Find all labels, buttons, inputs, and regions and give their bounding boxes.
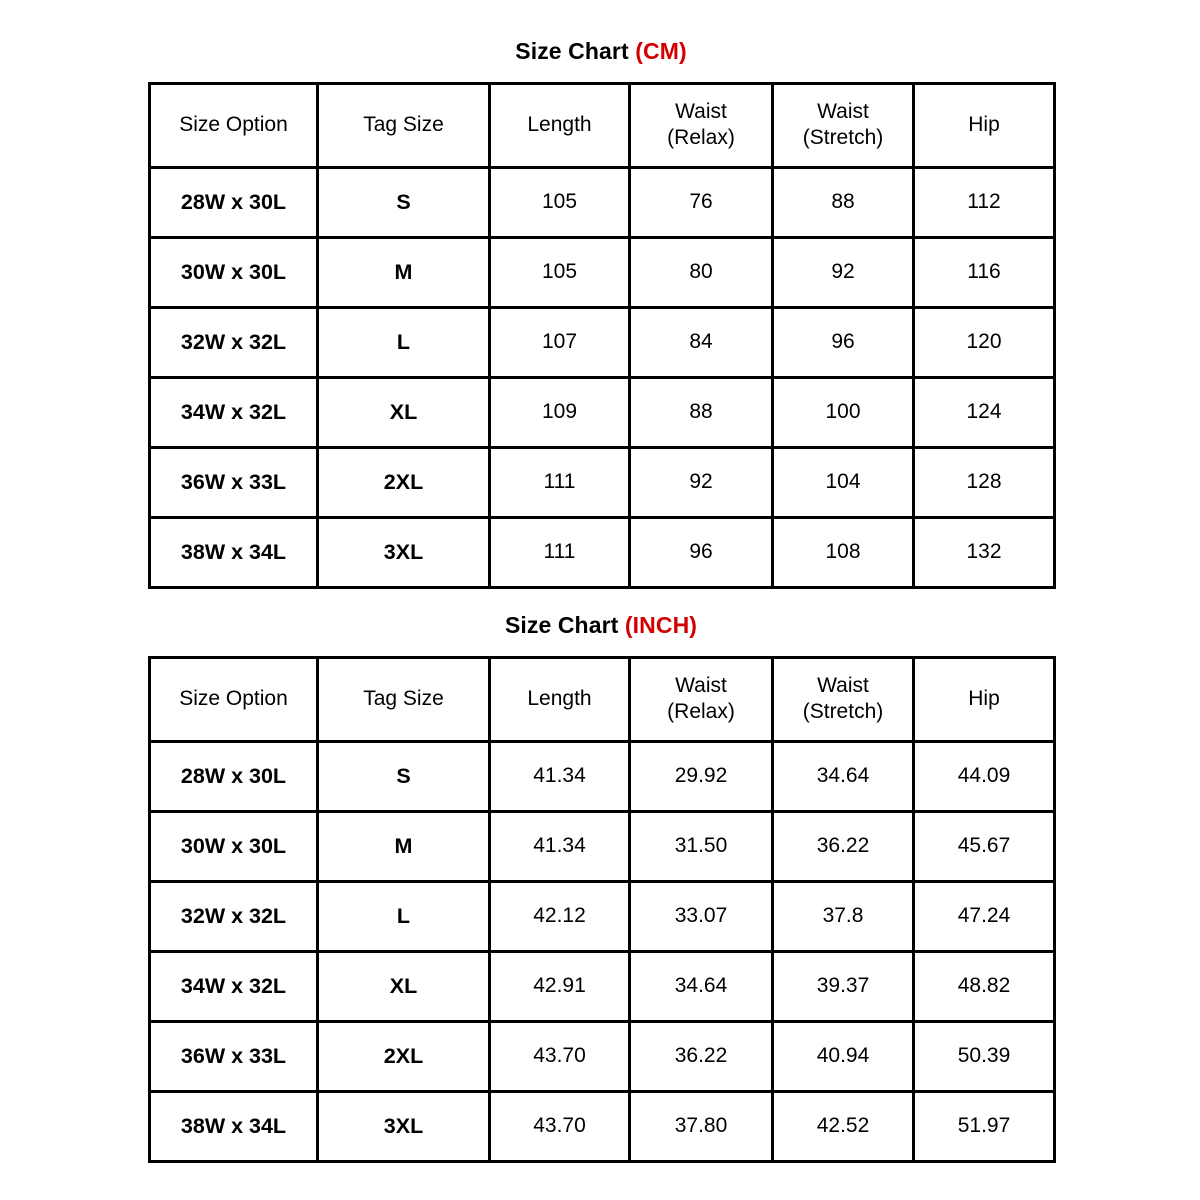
size-chart-inch-table — [148, 656, 1056, 1163]
cell-size-option: 30W x 30L — [150, 237, 318, 307]
cell-length: 43.70 — [490, 1091, 630, 1161]
cell-waist-relax: 36.22 — [630, 1021, 773, 1091]
cell-waist-stretch: 37.8 — [773, 881, 914, 951]
column-header-waist-relax — [630, 657, 773, 741]
cell-waist-stretch: 34.64 — [773, 741, 914, 811]
cell-size-option: 34W x 32L — [150, 377, 318, 447]
cell-tag-size: 3XL — [318, 1091, 490, 1161]
cell-length: 105 — [490, 237, 630, 307]
cell-tag-size: L — [318, 881, 490, 951]
cell-waist-stretch: 92 — [773, 237, 914, 307]
table-row — [150, 1091, 1055, 1161]
size-chart-inch-section — [148, 612, 1054, 1163]
cell-hip: 44.09 — [914, 741, 1055, 811]
cell-tag-size: XL — [318, 377, 490, 447]
size-chart-inch-title-unit: (INCH) — [624, 612, 698, 638]
cell-size-option: 36W x 33L — [150, 447, 318, 517]
cell-waist-stretch: 36.22 — [773, 811, 914, 881]
cell-tag-size: M — [318, 811, 490, 881]
cell-length: 109 — [490, 377, 630, 447]
cell-hip: 50.39 — [914, 1021, 1055, 1091]
cell-waist-relax: 33.07 — [630, 881, 773, 951]
cell-tag-size: 2XL — [318, 1021, 490, 1091]
cell-tag-size: S — [318, 167, 490, 237]
table-row — [150, 517, 1055, 587]
cell-size-option: 38W x 34L — [150, 1091, 318, 1161]
cell-hip: 120 — [914, 307, 1055, 377]
cell-hip: 112 — [914, 167, 1055, 237]
size-chart-inch-title — [148, 612, 1054, 640]
cell-hip: 51.97 — [914, 1091, 1055, 1161]
cell-length: 111 — [490, 517, 630, 587]
size-chart-cm-title-main: Size Chart — [515, 38, 636, 64]
header-line-1: Hip — [968, 687, 1000, 711]
table-row — [150, 447, 1055, 517]
size-chart-cm-title — [148, 38, 1054, 66]
cell-length: 43.70 — [490, 1021, 630, 1091]
cell-waist-stretch: 40.94 — [773, 1021, 914, 1091]
cell-waist-stretch: 108 — [773, 517, 914, 587]
cell-length: 105 — [490, 167, 630, 237]
header-line-2: (Stretch) — [802, 126, 884, 150]
column-header-waist-stretch — [773, 83, 914, 167]
cell-waist-relax: 34.64 — [630, 951, 773, 1021]
table-header — [150, 83, 1055, 167]
cell-waist-relax: 37.80 — [630, 1091, 773, 1161]
cell-size-option: 32W x 32L — [150, 881, 318, 951]
table-row — [150, 377, 1055, 447]
header-line-2: (Stretch) — [802, 700, 884, 724]
cell-size-option: 30W x 30L — [150, 811, 318, 881]
cell-tag-size: 2XL — [318, 447, 490, 517]
table-row — [150, 951, 1055, 1021]
column-header-hip — [914, 83, 1055, 167]
column-header-waist-relax — [630, 83, 773, 167]
column-header-waist-stretch — [773, 657, 914, 741]
cell-hip: 128 — [914, 447, 1055, 517]
header-line-1: Length — [527, 113, 592, 137]
column-header-size-option — [150, 83, 318, 167]
cell-hip: 47.24 — [914, 881, 1055, 951]
cell-size-option: 32W x 32L — [150, 307, 318, 377]
cell-waist-stretch: 100 — [773, 377, 914, 447]
column-header-length — [490, 83, 630, 167]
cell-waist-stretch: 96 — [773, 307, 914, 377]
cell-size-option: 36W x 33L — [150, 1021, 318, 1091]
cell-size-option: 28W x 30L — [150, 741, 318, 811]
cell-hip: 116 — [914, 237, 1055, 307]
cell-size-option: 34W x 32L — [150, 951, 318, 1021]
cell-tag-size: 3XL — [318, 517, 490, 587]
cell-waist-relax: 31.50 — [630, 811, 773, 881]
cell-hip: 124 — [914, 377, 1055, 447]
cell-tag-size: S — [318, 741, 490, 811]
cell-waist-stretch: 42.52 — [773, 1091, 914, 1161]
header-line-1: Tag Size — [363, 687, 444, 711]
cell-waist-relax: 76 — [630, 167, 773, 237]
column-header-tag-size — [318, 657, 490, 741]
table-body — [150, 741, 1055, 1161]
column-header-length — [490, 657, 630, 741]
table-row — [150, 307, 1055, 377]
table-header — [150, 657, 1055, 741]
column-header-size-option — [150, 657, 318, 741]
header-line-1: Waist — [675, 674, 727, 698]
header-line-1: Waist — [817, 100, 869, 124]
table-header-row — [150, 657, 1055, 741]
cell-waist-relax: 96 — [630, 517, 773, 587]
cell-hip: 45.67 — [914, 811, 1055, 881]
cell-waist-stretch: 104 — [773, 447, 914, 517]
cell-length: 41.34 — [490, 741, 630, 811]
cell-hip: 132 — [914, 517, 1055, 587]
table-row — [150, 741, 1055, 811]
size-chart-cm-section — [148, 38, 1054, 589]
header-line-1: Size Option — [179, 687, 288, 711]
header-line-1: Waist — [675, 100, 727, 124]
table-row — [150, 237, 1055, 307]
cell-waist-stretch: 88 — [773, 167, 914, 237]
table-header-row — [150, 83, 1055, 167]
cell-tag-size: L — [318, 307, 490, 377]
header-line-1: Tag Size — [363, 113, 444, 137]
header-line-1: Length — [527, 687, 592, 711]
column-header-hip — [914, 657, 1055, 741]
header-line-2: (Relax) — [667, 700, 735, 724]
table-body — [150, 167, 1055, 587]
table-row — [150, 811, 1055, 881]
column-header-tag-size — [318, 83, 490, 167]
header-line-1: Size Option — [179, 113, 288, 137]
cell-waist-relax: 29.92 — [630, 741, 773, 811]
cell-waist-relax: 88 — [630, 377, 773, 447]
size-chart-cm-table — [148, 82, 1056, 589]
cell-waist-stretch: 39.37 — [773, 951, 914, 1021]
cell-length: 41.34 — [490, 811, 630, 881]
cell-waist-relax: 80 — [630, 237, 773, 307]
cell-size-option: 28W x 30L — [150, 167, 318, 237]
cell-waist-relax: 84 — [630, 307, 773, 377]
cell-tag-size: XL — [318, 951, 490, 1021]
table-row — [150, 881, 1055, 951]
size-chart-inch-title-main: Size Chart — [504, 612, 625, 638]
table-row — [150, 1021, 1055, 1091]
cell-hip: 48.82 — [914, 951, 1055, 1021]
cell-length: 107 — [490, 307, 630, 377]
cell-length: 42.91 — [490, 951, 630, 1021]
cell-waist-relax: 92 — [630, 447, 773, 517]
table-row — [150, 167, 1055, 237]
cell-size-option: 38W x 34L — [150, 517, 318, 587]
header-line-1: Hip — [968, 113, 1000, 137]
size-chart-cm-title-unit: (CM) — [635, 38, 687, 64]
header-line-2: (Relax) — [667, 126, 735, 150]
header-line-1: Waist — [817, 674, 869, 698]
cell-tag-size: M — [318, 237, 490, 307]
cell-length: 111 — [490, 447, 630, 517]
cell-length: 42.12 — [490, 881, 630, 951]
